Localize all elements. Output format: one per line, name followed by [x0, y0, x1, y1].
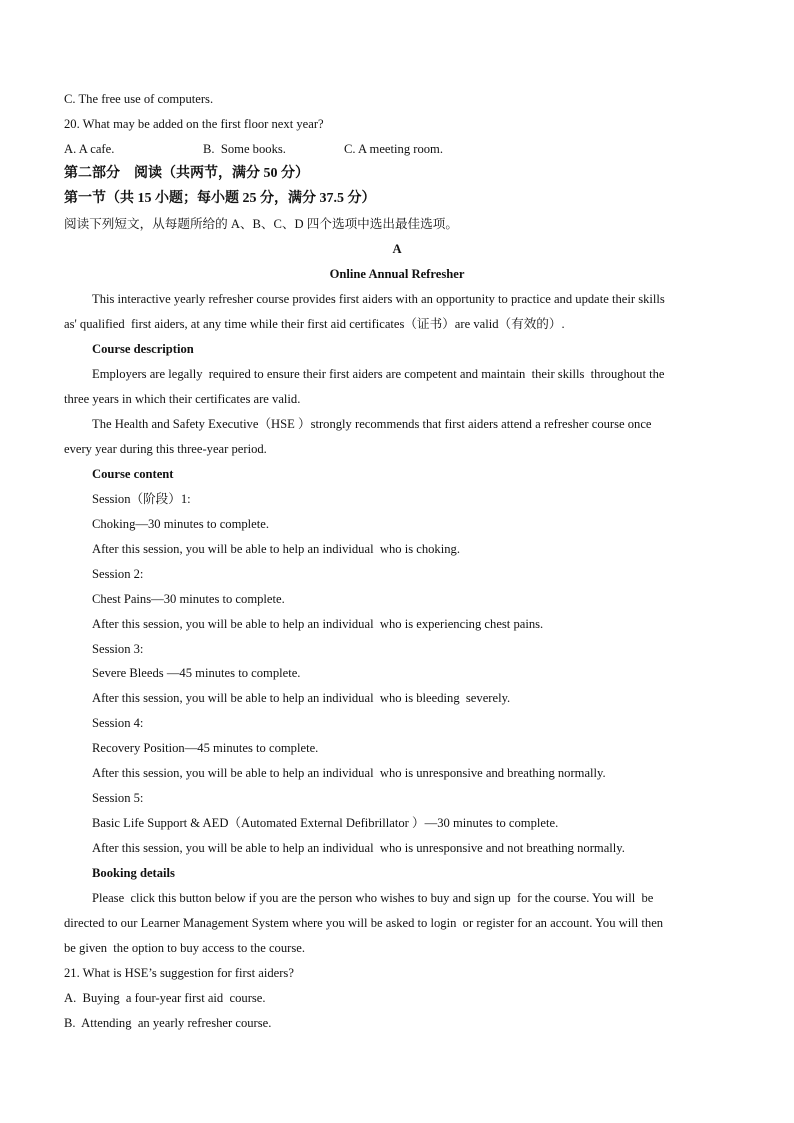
passage-label: A: [392, 242, 402, 256]
q20-option-c[interactable]: C. A meeting room.: [344, 142, 443, 156]
session-title: Chest Pains—30 minutes to complete.: [92, 592, 285, 606]
course-content-heading: Course content: [92, 467, 174, 481]
booking-heading: Booking details: [92, 866, 175, 880]
description-line: Employers are legally required to ensure their first aiders are competent and maintain their skills throughout the: [92, 367, 665, 381]
q20-question: 20. What may be added on the first floor next year?: [64, 117, 324, 131]
intro-line: This interactive yearly refresher course provides first aiders with an opportunity to practice and update their skills: [92, 292, 665, 306]
session-title: Choking—30 minutes to complete.: [92, 517, 269, 531]
session-title: Basic Life Support & AED（Automated External Defibrillator ）—30 minutes to complete.: [92, 816, 559, 830]
booking-line: be given the option to buy access to the course.: [64, 941, 305, 955]
session-label: Session 2:: [92, 567, 144, 581]
session-label: Session（阶段）1:: [92, 492, 191, 506]
session-outcome: After this session, you will be able to help an individual who is bleeding severely.: [92, 691, 511, 705]
session-label: Session 5:: [92, 791, 144, 805]
q21-question: 21. What is HSE’s suggestion for first aiders?: [64, 966, 294, 980]
session-outcome: After this session, you will be able to help an individual who is choking.: [92, 542, 460, 556]
session-label: Session 3:: [92, 642, 144, 656]
session-outcome: After this session, you will be able to help an individual who is experiencing chest pains.: [92, 617, 544, 631]
session-label: Session 4:: [92, 716, 144, 730]
booking-line: Please click this button below if you are the person who wishes to buy and sign up for the course. You will be: [92, 891, 654, 905]
intro-line: as' qualified first aiders, at any time while their first aid certificates（证书）are valid（有效的）.: [64, 317, 565, 331]
course-description-heading: Course description: [92, 342, 194, 356]
booking-line: directed to our Learner Management System where you will be asked to login or register for an account. You will then: [64, 916, 664, 930]
q19-option-c[interactable]: C. The free use of computers.: [64, 92, 214, 106]
session-title: Severe Bleeds —45 minutes to complete.: [92, 666, 301, 680]
description-line: three years in which their certificates are valid.: [64, 392, 301, 406]
session-outcome: After this session, you will be able to help an individual who is unresponsive and not breathing normally.: [92, 841, 625, 855]
q21-option-a[interactable]: A. Buying a four-year first aid course.: [64, 991, 266, 1005]
q20-option-a[interactable]: A. A cafe.: [64, 142, 115, 156]
part2-heading: 第二部分 阅读（共两节，满分 50 分）: [64, 166, 309, 181]
instructions: 阅读下列短文，从每题所给的 A、B、C、D 四个选项中选出最佳选项。: [64, 217, 458, 231]
session-title: Recovery Position—45 minutes to complete.: [92, 741, 319, 755]
description-line: The Health and Safety Executive（HSE ）strongly recommends that first aiders attend a refresher course once: [92, 417, 652, 431]
session-outcome: After this session, you will be able to help an individual who is unresponsive and breathing normally.: [92, 766, 606, 780]
section1-heading: 第一节（共 15 小题；每小题 25 分，满分 37.5 分）: [64, 191, 376, 206]
passage-title: Online Annual Refresher: [329, 267, 465, 281]
description-line: every year during this three-year period.: [64, 442, 267, 456]
q20-option-b[interactable]: B. Some books.: [203, 142, 286, 156]
q21-option-b[interactable]: B. Attending an yearly refresher course.: [64, 1016, 272, 1030]
